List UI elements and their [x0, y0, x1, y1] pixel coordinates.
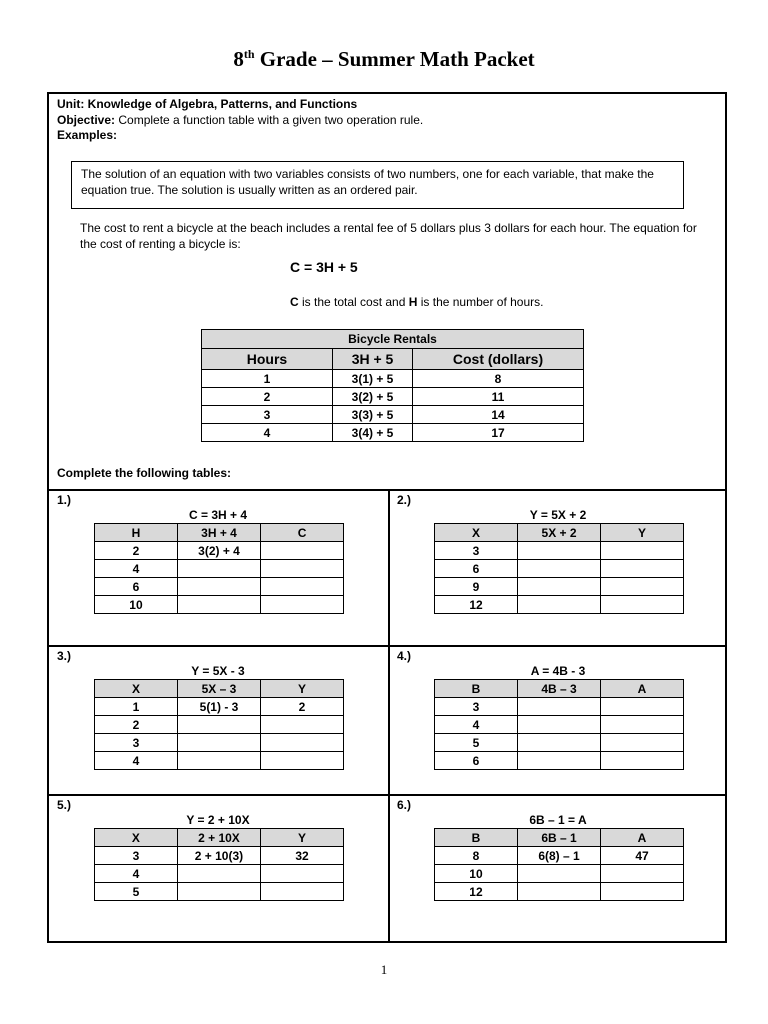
unit-line: Unit: Knowledge of Algebra, Patterns, and Functions — [57, 97, 358, 111]
problem-equation: 6B – 1 = A — [529, 813, 587, 827]
header-cell: C — [261, 524, 344, 542]
cell: 10 — [95, 596, 178, 614]
problem-equation: Y = 5X + 2 — [529, 508, 587, 522]
cell: 5 — [435, 734, 518, 752]
problem-number: 1.) — [57, 493, 72, 507]
problem-equation: Y = 2 + 10X — [186, 813, 250, 827]
cell[interactable] — [517, 865, 600, 883]
problem-equation: Y = 5X - 3 — [191, 664, 245, 678]
cell: 3(1) + 5 — [333, 370, 413, 388]
cell: 3 — [95, 847, 178, 865]
cell[interactable] — [261, 716, 344, 734]
cell[interactable] — [261, 865, 344, 883]
table-row — [435, 847, 684, 865]
table-row — [95, 716, 344, 734]
cell: 3 — [202, 406, 333, 424]
header-cell: Y — [261, 680, 344, 698]
header-cell: X — [95, 680, 178, 698]
header-cell: X — [95, 829, 178, 847]
cell[interactable] — [517, 883, 600, 901]
header-cell: X — [435, 524, 518, 542]
table-row — [202, 406, 584, 424]
cell[interactable] — [261, 560, 344, 578]
cell: 9 — [435, 578, 518, 596]
rental-text: The cost to rent a bicycle at the beach includes a rental fee of 5 dollars plus 3 dollars for each hour. The equation for the cost of renting a bicycle is: — [80, 221, 697, 251]
cell: 3(3) + 5 — [333, 406, 413, 424]
cell[interactable] — [517, 734, 600, 752]
cell: 14 — [413, 406, 584, 424]
cell[interactable] — [177, 883, 260, 901]
table-row — [202, 370, 584, 388]
cell: 5(1) - 3 — [177, 698, 260, 716]
table-row — [435, 716, 684, 734]
cell[interactable] — [601, 596, 684, 614]
header-cell: 6B – 1 — [517, 829, 600, 847]
problem-number: 5.) — [57, 798, 72, 812]
cell[interactable] — [261, 883, 344, 901]
cell: 4 — [202, 424, 333, 442]
intro-section — [57, 97, 423, 144]
header-cell: 4B – 3 — [517, 680, 600, 698]
table-row — [95, 734, 344, 752]
cell[interactable] — [517, 698, 600, 716]
cell[interactable] — [261, 578, 344, 596]
header-expression: 3H + 5 — [333, 349, 413, 370]
cell: 12 — [435, 596, 518, 614]
objective-label: Objective: — [57, 112, 116, 127]
cell: 6(8) – 1 — [517, 847, 600, 865]
header-cell: Y — [601, 524, 684, 542]
cell[interactable] — [518, 542, 601, 560]
table-row — [435, 578, 684, 596]
function-table — [434, 828, 684, 901]
header-cell: A — [601, 680, 684, 698]
table-row — [95, 847, 344, 865]
table-row — [95, 752, 344, 770]
cell[interactable] — [601, 560, 684, 578]
function-table — [94, 679, 344, 770]
cell[interactable] — [517, 752, 600, 770]
note-end: is the number of hours. — [417, 295, 544, 309]
cell: 2 + 10(3) — [177, 847, 260, 865]
equation-note — [290, 295, 543, 309]
page-title — [0, 47, 768, 72]
problem-equation: C = 3H + 4 — [188, 508, 248, 522]
cell: 6 — [435, 560, 518, 578]
table-row — [95, 698, 344, 716]
table-row — [95, 883, 344, 901]
cell: 4 — [95, 752, 178, 770]
rental-equation: C = 3H + 5 — [290, 259, 358, 275]
cell[interactable] — [601, 865, 684, 883]
cell: 32 — [261, 847, 344, 865]
cell[interactable] — [261, 752, 344, 770]
table-row — [435, 752, 684, 770]
cell[interactable]: 3(2) + 4 — [177, 542, 260, 560]
table-row — [95, 542, 344, 560]
header-hours: Hours — [202, 349, 333, 370]
cell: 12 — [435, 883, 518, 901]
divider — [49, 645, 725, 647]
header-cell: 5X – 3 — [177, 680, 260, 698]
cell: 8 — [413, 370, 584, 388]
table-row — [435, 596, 684, 614]
table-row — [435, 542, 684, 560]
cell: 2 — [95, 542, 178, 560]
cell: 3(2) + 5 — [333, 388, 413, 406]
header-cell: 2 + 10X — [177, 829, 260, 847]
cell[interactable] — [518, 578, 601, 596]
cell: 6 — [435, 752, 518, 770]
header-cost: Cost (dollars) — [413, 349, 584, 370]
header-cell: H — [95, 524, 178, 542]
table-row — [202, 424, 584, 442]
header-cell: 5X + 2 — [518, 524, 601, 542]
cell[interactable] — [177, 578, 260, 596]
header-cell: A — [601, 829, 684, 847]
cell[interactable] — [601, 542, 684, 560]
cell[interactable] — [261, 734, 344, 752]
header-cell: Y — [261, 829, 344, 847]
cell[interactable] — [177, 865, 260, 883]
var-c: C — [290, 295, 299, 309]
cell[interactable] — [601, 883, 684, 901]
examples-label: Examples: — [57, 128, 118, 142]
cell[interactable] — [177, 716, 260, 734]
table-row — [435, 698, 684, 716]
objective-text: Complete a function table with a given two operation rule. — [115, 112, 424, 127]
problem-number: 3.) — [57, 649, 72, 663]
cell: 4 — [435, 716, 518, 734]
page-number: 1 — [380, 962, 388, 977]
complete-label: Complete the following tables: — [57, 466, 232, 480]
note-mid: is the total cost and — [298, 295, 409, 309]
table-row — [95, 865, 344, 883]
cell[interactable] — [261, 596, 344, 614]
cell: 47 — [601, 847, 684, 865]
cell: 2 — [261, 698, 344, 716]
cell[interactable] — [177, 752, 260, 770]
problem-equation: A = 4B - 3 — [530, 664, 586, 678]
cell: 3(4) + 5 — [333, 424, 413, 442]
worksheet-frame — [47, 92, 727, 943]
function-table — [94, 523, 344, 614]
divider — [49, 794, 725, 796]
problem-number: 4.) — [397, 649, 412, 663]
table-row — [435, 883, 684, 901]
function-table — [434, 523, 684, 614]
cell[interactable] — [177, 734, 260, 752]
title-superscript: th — [243, 47, 255, 61]
cell: 6 — [95, 578, 178, 596]
cell: 11 — [413, 388, 584, 406]
table-row — [435, 560, 684, 578]
cell: 2 — [202, 388, 333, 406]
cell[interactable] — [601, 716, 684, 734]
table-row — [95, 596, 344, 614]
var-h: H — [408, 295, 418, 309]
table-row — [95, 578, 344, 596]
cell: 1 — [95, 698, 178, 716]
divider — [388, 489, 390, 943]
table-caption: Bicycle Rentals — [202, 330, 584, 349]
cell[interactable] — [517, 716, 600, 734]
definition-box: The solution of an equation with two variables consists of two numbers, one for each variable, that make the equation true. The solution is usually written as an ordered pair. — [71, 161, 684, 209]
cell[interactable] — [518, 560, 601, 578]
header-cell: 3H + 4 — [177, 524, 260, 542]
cell[interactable] — [601, 578, 684, 596]
cell: 8 — [435, 847, 518, 865]
cell[interactable] — [177, 596, 260, 614]
cell: 5 — [95, 883, 178, 901]
cell[interactable] — [601, 698, 684, 716]
cell: 3 — [95, 734, 178, 752]
cell[interactable] — [601, 752, 684, 770]
problem-number: 2.) — [397, 493, 412, 507]
cell[interactable] — [177, 560, 260, 578]
table-row — [435, 734, 684, 752]
cell: 17 — [413, 424, 584, 442]
cell: 2 — [95, 716, 178, 734]
problem-number: 6.) — [397, 798, 412, 812]
title-grade: 8 — [233, 47, 244, 71]
cell: 3 — [435, 698, 518, 716]
header-cell: B — [435, 829, 518, 847]
cell: 10 — [435, 865, 518, 883]
cell: 4 — [95, 865, 178, 883]
cell[interactable] — [261, 542, 344, 560]
function-table — [434, 679, 684, 770]
bicycle-rentals-table — [201, 329, 584, 442]
table-row — [202, 388, 584, 406]
divider — [49, 489, 725, 491]
cell: 3 — [435, 542, 518, 560]
table-row — [435, 865, 684, 883]
cell[interactable] — [518, 596, 601, 614]
cell: 4 — [95, 560, 178, 578]
header-cell: B — [435, 680, 518, 698]
title-rest: Grade – Summer Math Packet — [254, 47, 535, 71]
table-row — [95, 560, 344, 578]
cell: 1 — [202, 370, 333, 388]
cell[interactable] — [601, 734, 684, 752]
function-table — [94, 828, 344, 901]
